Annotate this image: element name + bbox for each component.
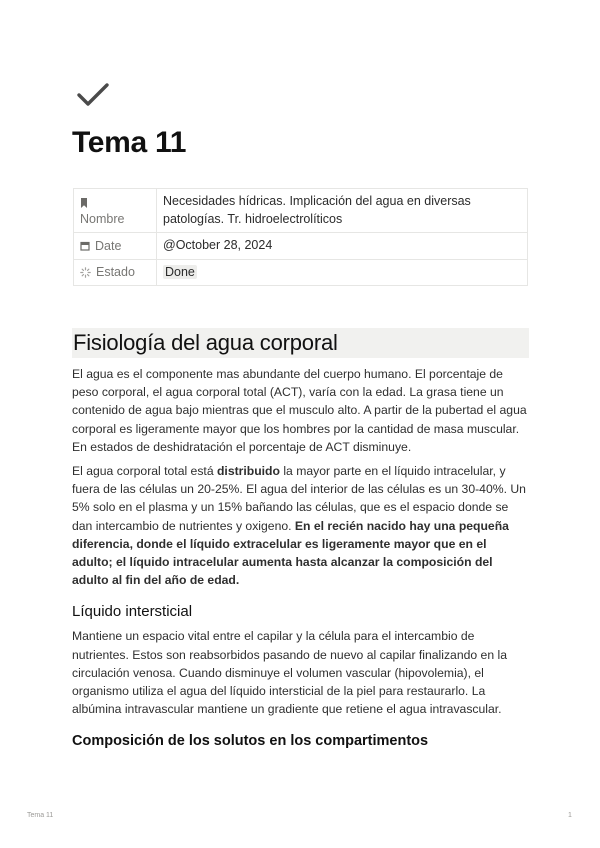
property-row-nombre [74,189,528,233]
property-key-label: Date [95,238,122,253]
page-title: Tema 11 [72,126,187,159]
property-key-nombre [74,189,157,233]
calendar-icon [80,241,90,251]
paragraph-2-bold-b: En el recién nacido hay una pequeña diferencia, donde el líquido extracelular es ligeramente mayor que en el adulto; el líquido intracelular aumenta hasta alcanzar la composición del adulto al fin del año de edad. [72,518,509,588]
bookmark-icon [80,198,88,208]
paragraph-3: Mantiene un espacio vital entre el capilar y la célula para el intercambio de nutrientes. Estos son reabsorbidos pasando de nuevo al capilar finalizando en la circulación venosa. Cuando disminuye el volumen vascular (hipovolemia), el organismo utiliza el agua del líquido intersticial de la piel para restaurarlo. La albúmina intravascular mantiene un gradiente que retiene el agua intravascular. [72,629,507,717]
property-key-estado [74,259,157,286]
paragraph-2-bold-a: distribuido [216,464,280,479]
paragraph-1: El agua es el componente mas abundante del cuerpo humano. El porcentaje de peso corporal, el agua corporal total (ACT), varía con la edad. La grasa tiene un contenido de agua bajo mientras que el musculo alto. A partir de la pubertad el agua corporal es ligeramente mayor que los hombres por la cantidad de masa muscular. En estados de deshidratación el porcentaje de ACT disminuye. [72,367,527,454]
property-key-date [74,233,157,260]
property-value-nombre[interactable]: Necesidades hídricas. Implicación del agua en diversas patologías. Tr. hidroelectrolíticos [157,189,528,233]
properties-table [73,188,528,286]
checkmark-icon [76,80,110,110]
subheading-liquido-intersticial: Líquido intersticial [72,603,193,621]
status-badge[interactable]: Done [165,264,195,279]
property-row-estado [74,259,528,286]
property-key-label: Nombre [80,211,125,226]
property-row-date [74,233,528,260]
page-content [72,328,529,750]
status-loader-icon [80,267,91,278]
paragraph-2-text-b: la mayor parte en el líquido intracelular, y fuera de las células un 20-25%. El agua del interior de las células es un 30-40%. Un 5% solo en el plasma y un 15% bañando las células, que es el espacio donde se dan intercambio de nutrientes y oxigeno. [72,464,526,533]
paragraph-2 [72,462,529,589]
property-value-estado[interactable] [157,259,528,286]
property-value-date[interactable]: @October 28, 2024 [157,233,528,260]
section-heading: Fisiología del agua corporal [72,328,529,358]
footer-title: Tema 11 [27,812,54,819]
subheading-composicion-solutos: Composición de los solutos en los compartimentos [72,733,429,750]
paragraph-2-text-a: El agua corporal total está [72,464,217,479]
property-key-label: Estado [96,265,135,280]
page-number: 1 [568,812,572,819]
